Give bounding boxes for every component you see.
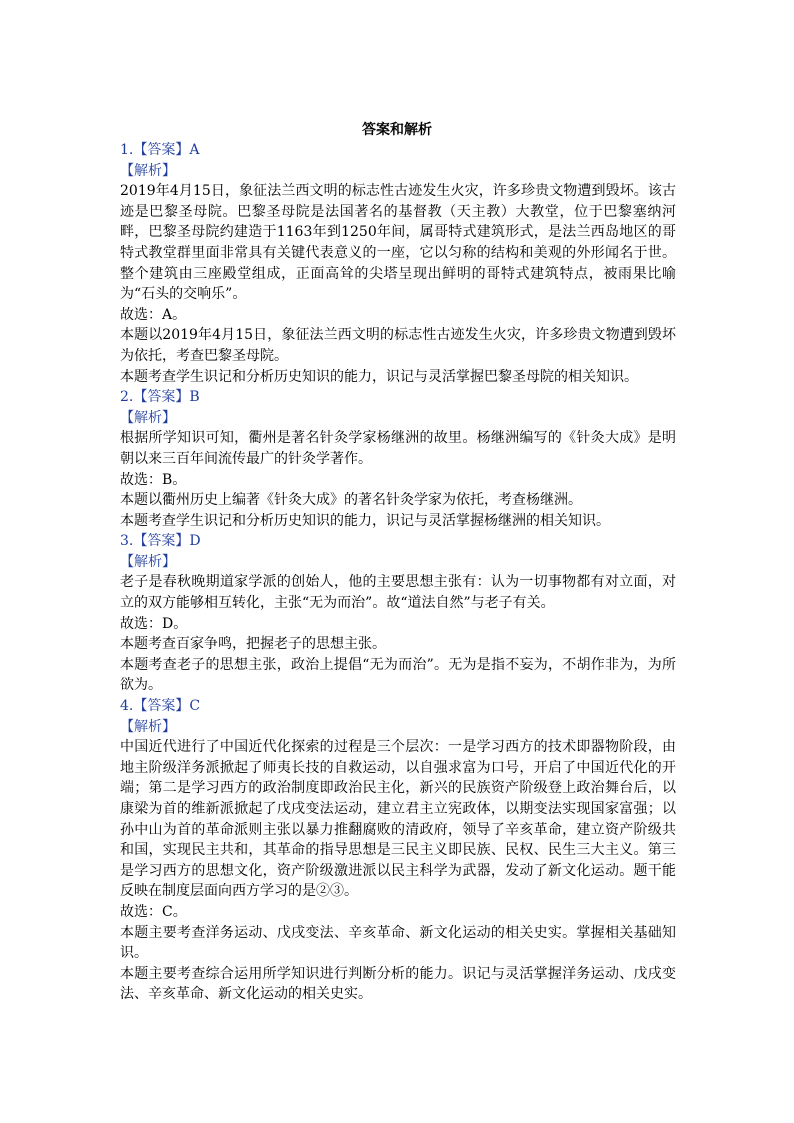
choice-line: 故选：A。 [120, 306, 187, 323]
choice-line: 故选：C。 [120, 903, 187, 920]
question-1 [120, 140, 676, 387]
note-paragraph: 本题考查百家争鸣，把握老子的思想主张。 [120, 636, 386, 653]
note-paragraph: 本题考查学生识记和分析历史知识的能力，识记与灵活掌握巴黎圣母院的相关知识。 [120, 368, 638, 385]
page-title: 答案和解析 [362, 122, 432, 138]
choice-line: 故选：D。 [120, 615, 188, 632]
question-3 [120, 531, 676, 696]
answer-line: 1.【答案】A [120, 142, 200, 158]
note-paragraph: 本题考查学生识记和分析历史知识的能力，识记与灵活掌握杨继洲的相关知识。 [120, 512, 610, 529]
question-4 [120, 696, 676, 1005]
answer-line: 4.【答案】C [120, 698, 201, 715]
analysis-paragraph: 根据所学知识可知，衢州是著名针灸学家杨继洲的故里。杨继洲编写的《针灸大成》是明朝以来三百年间流传最广的针灸学著作。 [120, 430, 676, 467]
analysis-paragraph: 2019年4月15日，象征法兰西文明的标志性古迹发生火灾，许多珍贵文物遭到毁坏。该古迹是巴黎圣母院。巴黎圣母院是法国著名的基督教（天主教）大教堂，位于巴黎塞纳河畔，巴黎圣母院约建造于1163年到1250年间，属哥特式建筑形式，是法兰西岛地区的哥特式教堂群里面非常具有关键代表意义的一座，它以匀称的结构和美观的外形闻名于世。整个建筑由三座殿堂组成，正面高耸的尖塔呈现出鲜明的哥特式建筑特点，被雨果比喻为“石头的交响乐”。 [120, 183, 676, 303]
analysis-label: 【解析】 [120, 718, 176, 735]
analysis-paragraph: 中国近代进行了中国近代化探索的过程是三个层次：一是学习西方的技术即器物阶段，由地主阶级洋务派掀起了师夷长技的自救运动，以自强求富为口号，开启了中国近代化的开端；第二是学习西方的政治制度即政治民主化，新兴的民族资产阶级登上政治舞台后，以康梁为首的维新派掀起了戊戌变法运动，建立君主立宪政体，以期变法实现国家富强；以孙中山为首的革命派则主张以暴力推翻腐败的清政府，领导了辛亥革命，建立资产阶级共和国，实现民主共和，其革命的指导思想是三民主义即民族、民权、民生三大主义。第三是学习西方的思想文化，资产阶级激进派以民主科学为武器，发动了新文化运动。题干能反映在制度层面向西方学习的是②③。 [120, 739, 676, 900]
note-paragraph: 本题以2019年4月15日，象征法兰西文明的标志性古迹发生火灾，许多珍贵文物遭到毁坏为依托，考查巴黎圣母院。 [120, 327, 676, 364]
analysis-label: 【解析】 [120, 409, 176, 426]
answer-line: 2.【答案】B [120, 389, 200, 406]
answer-content [120, 140, 676, 1005]
note-paragraph: 本题主要考查综合运用所学知识进行判断分析的能力。识记与灵活掌握洋务运动、戊戌变法、辛亥革命、新文化运动的相关史实。 [120, 965, 676, 1003]
answer-line: 3.【答案】D [120, 533, 201, 550]
analysis-paragraph: 老子是春秋晚期道家学派的创始人，他的主要思想主张有：认为一切事物都有对立面，对立的双方能够相互转化，主张“无为而治”。故“道法自然”与老子有关。 [120, 574, 676, 612]
note-paragraph: 本题考查老子的思想主张，政治上提倡“无为而治”。无为是指不妄为，不胡作非为，为所欲为。 [120, 656, 676, 694]
choice-line: 故选：B。 [120, 471, 187, 488]
note-paragraph: 本题主要考查洋务运动、戊戌变法、辛亥革命、新文化运动的相关史实。掌握相关基础知识。 [120, 924, 676, 962]
analysis-label: 【解析】 [120, 553, 176, 570]
analysis-label: 【解析】 [120, 162, 176, 179]
question-2 [120, 387, 676, 531]
note-paragraph: 本题以衢州历史上编著《针灸大成》的著名针灸学家为依托，考查杨继洲。 [120, 492, 582, 509]
